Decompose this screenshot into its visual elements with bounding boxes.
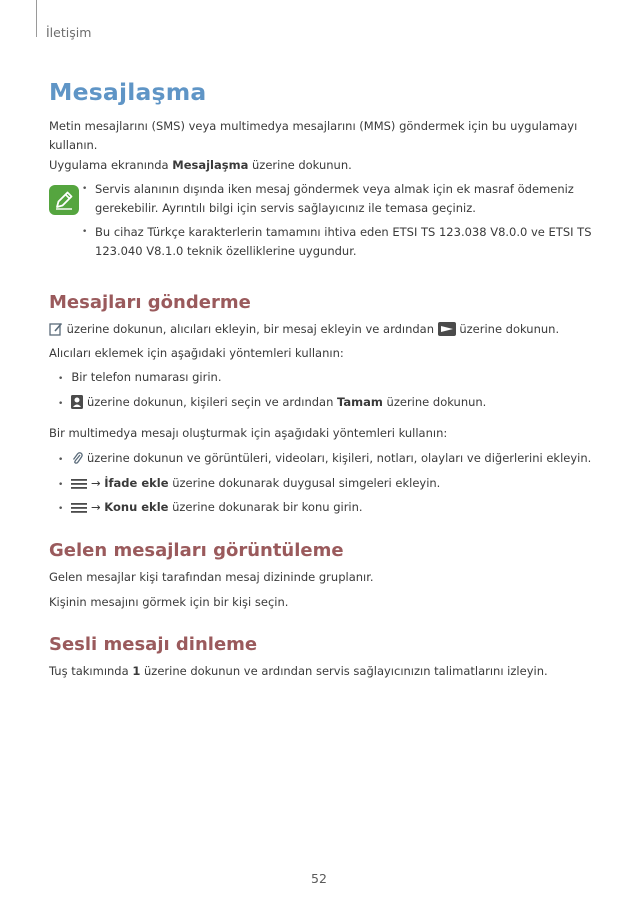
view-section-title: Gelen mesajları görüntüleme <box>49 540 344 561</box>
mms-method-3: • → Konu ekle üzerine dokunarak bir konu girin. <box>58 500 363 517</box>
send-section-title-block <box>49 292 594 313</box>
voice-section-title-block <box>49 634 594 655</box>
view-section-title-block <box>49 540 594 561</box>
section-title: Mesajlaşma <box>49 78 207 106</box>
recipient-method-1: • Bir telefon numarası girin. <box>58 370 222 384</box>
menu-icon <box>71 478 87 493</box>
mms-method-2: • → İfade ekle üzerine dokunarak duygusal simgeleri ekleyin. <box>58 476 440 493</box>
view-text-2: Kişinin mesajını görmek için bir kişi seçin. <box>49 595 289 609</box>
contacts-icon <box>71 395 83 412</box>
note-item: • Bu cihaz Türkçe karakterlerin tamamını ihtiva eden ETSI TS 123.038 V8.0.0 ve ETSI TS 123.040 V8.1.0 teknik özelliklerine uygundur. <box>82 225 592 258</box>
bullet-icon: • <box>82 227 88 237</box>
note-list <box>82 180 594 266</box>
open-app-text: Uygulama ekranında Mesajlaşma üzerine dokunun. <box>49 158 352 172</box>
send-section-title: Mesajları gönderme <box>49 292 251 313</box>
bullet-icon: • <box>58 504 64 514</box>
section-title-block <box>49 78 594 106</box>
bullet-icon: • <box>82 184 88 194</box>
send-steps-text: üzerine dokunun, alıcıları ekleyin, bir mesaj ekleyin ve ardından üzerine dokunun. <box>49 322 559 339</box>
intro-text: Metin mesajlarını (SMS) veya multimedya mesajlarını (MMS) göndermek için bu uygulamayı kullanın. <box>49 119 578 152</box>
compose-icon <box>49 322 63 339</box>
bullet-icon: • <box>58 480 64 490</box>
mms-intro: Bir multimedya mesajı oluşturmak için aşağıdaki yöntemleri kullanın: <box>49 426 448 440</box>
send-icon <box>438 322 456 339</box>
mms-method-1: • üzerine dokunun ve görüntüleri, videoları, kişileri, notları, olayları ve diğerlerini ekleyin. <box>58 451 591 468</box>
menu-icon <box>71 502 87 517</box>
voice-section-title: Sesli mesajı dinleme <box>49 634 258 655</box>
running-head: İletişim <box>46 25 92 40</box>
recipients-intro: Alıcıları eklemek için aşağıdaki yöntemleri kullanın: <box>49 346 344 360</box>
note-pencil-icon <box>49 185 79 215</box>
bullet-icon: • <box>58 399 64 409</box>
page-number: 52 <box>311 871 327 886</box>
view-text-1: Gelen mesajlar kişi tarafından mesaj dizininde gruplanır. <box>49 570 374 584</box>
margin-rule <box>36 0 37 37</box>
bullet-icon: • <box>58 374 64 384</box>
note-item: • Servis alanının dışında iken mesaj göndermek veya almak için ek masraf ödemeniz gerekebilir. Ayrıntılı bilgi için servis sağlayıcınız ile temasa geçiniz. <box>82 182 574 215</box>
attach-icon <box>71 451 83 468</box>
bullet-icon: • <box>58 455 64 465</box>
recipient-method-2: • üzerine dokunun, kişileri seçin ve ardından Tamam üzerine dokunun. <box>58 395 486 412</box>
intro-block <box>49 117 594 175</box>
app-name: Mesajlaşma <box>172 158 249 172</box>
voice-text: Tuş takımında 1 üzerine dokunun ve ardından servis sağlayıcınızın talimatlarını izleyin. <box>49 664 548 678</box>
